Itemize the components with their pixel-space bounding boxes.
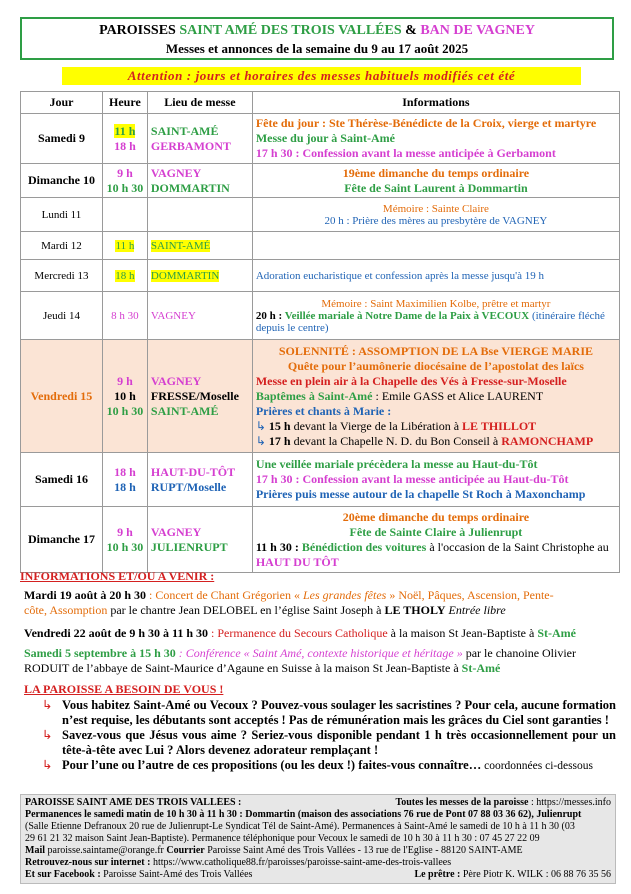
- day-cell: Lundi 11: [21, 198, 103, 232]
- hour-cell: 18 h 18 h: [102, 453, 147, 507]
- header-box: [20, 17, 614, 60]
- col-header-informations: Informations: [252, 92, 619, 114]
- list-item: ↳ Vous habitez Saint-Amé ou Vecoux ? Pouvez-vous soulager les sacristines ? Pour cela, aucune formation n’est requise, les débutants sont acceptés ! Pas de rémunération mais les grâces du Ciel sont garanties !: [42, 698, 616, 727]
- day-cell: Samedi 16: [21, 453, 103, 507]
- hour-cell: 9 h 10 h 30: [102, 507, 147, 573]
- hour-cell: [102, 198, 147, 232]
- hour-cell: 11 h 18 h: [102, 114, 147, 164]
- info-cell: Une veillée mariale précèdera la messe au Haut-du-Tôt 17 h 30 : Confession avant la messe anticipée au Haut-du-Tôt Prières puis messe autour de la chapelle St Roch à Maxonchamp: [252, 453, 619, 507]
- table-row: [21, 198, 620, 232]
- infos-title: INFORMATIONS ET/OU A VENIR :: [20, 569, 215, 583]
- place-cell: VAGNEY DOMMARTIN: [147, 164, 252, 198]
- footer: PAROISSE SAINT AMÉ DES TROIS VALLÉES : Toutes les messes de la paroisse : https://messes.info Permanences le samedi matin de 10 h 30 à 11 h 30 : Dommartin (maison des associations 76 rue de Pont 07 88 03 36 62), Julienrupt (Salle Etienne Defranoux 20 rue de Julienrupt-Le Syndicat Tél de Saint-Amé). Permanences à Saint-Amé le samedi de 10 h à 11 h 30 (03 29 61 21 32 maison Saint Jean-Baptiste). Permanence téléphonique pour Vecoux le samedi de 10 h 30 à 11 h 30 : 07 45 27 22 09 Mail paroisse.saintame@orange.fr Courrier Paroisse Saint Amé des Trois Vallées - 13 rue de l'Eglise - 88120 SAINT-AMÉ Retrouvez-nous sur internet : https://www.catholique88.fr/paroisses/paroisse-saint-ame-des-trois-vallees Et sur Facebook : Paroisse Saint-Amé des Trois Vallées Le prêtre : Père Piotr K. WILK : 06 88 76 35 56: [20, 794, 616, 884]
- day-cell: Mercredi 13: [21, 260, 103, 292]
- table-row: [21, 260, 620, 292]
- info-cell: 19ème dimanche du temps ordinaire Fête de Saint Laurent à Dommartin: [252, 164, 619, 198]
- list-item: ↳ Savez-vous que Jésus vous aime ? Seriez-vous disponible pendant 1 h très occasionnellement pour un tête-à-tête avec Lui ? Alors devenez adorateur remplaçant !: [42, 728, 616, 757]
- col-header-lieu: Lieu de messe: [147, 92, 252, 114]
- hour-cell: 18 h: [102, 260, 147, 292]
- header-title: PAROISSES SAINT AMÉ DES TROIS VALLÉES & BAN DE VAGNEY: [99, 23, 535, 38]
- table-header-row: [21, 92, 620, 114]
- hour-cell: 8 h 30: [102, 292, 147, 340]
- table-row: [21, 164, 620, 198]
- place-cell: [147, 198, 252, 232]
- day-cell: Mardi 12: [21, 232, 103, 260]
- table-row: [21, 232, 620, 260]
- day-cell: Jeudi 14: [21, 292, 103, 340]
- place-cell: HAUT-DU-TÔT RUPT/Moselle: [147, 453, 252, 507]
- table-row: [21, 292, 620, 340]
- hour-cell: 9 h 10 h 30: [102, 164, 147, 198]
- info-cell: 20ème dimanche du temps ordinaire Fête de Sainte Claire à Julienrupt 11 h 30 : Bénédiction des voitures à l'occasion de la Saint Christophe au HAUT DU TÔT: [252, 507, 619, 573]
- hour-cell: 9 h 10 h 10 h 30: [102, 340, 147, 453]
- arrow-icon: ↳: [42, 758, 53, 772]
- arrow-icon: ↳: [42, 698, 53, 712]
- schedule-table: [20, 91, 620, 573]
- table-row: [21, 453, 620, 507]
- arrow-icon: ↳: [255, 433, 269, 448]
- col-header-jour: Jour: [21, 92, 103, 114]
- place-cell: DOMMARTIN: [147, 260, 252, 292]
- place-cell: VAGNEY JULIENRUPT: [147, 507, 252, 573]
- info-concert: Mardi 19 août à 20 h 30 : Concert de Chant Grégorien « Les grandes fêtes » Noël, Pâques, Ascension, Pente- côte, Assomption par le chantre Jean DELOBEL en l’église Saint Joseph à LE THOLY Entrée libre: [24, 588, 554, 617]
- day-cell: Vendredi 15: [21, 340, 103, 453]
- info-cell: SOLENNITÉ : ASSOMPTION DE LA Bse VIERGE MARIE Quête pour l’aumônerie diocésaine de l’apostolat des laïcs Messe en plein air à la Chapelle des Vés à Fresse-sur-Moselle Baptêmes à Saint-Amé : Emile GASS et Alice LAURENT Prières et chants à Marie : ↳ 15 h devant la Vierge de la Libération à LE THILLOT ↳ 17 h devant la Chapelle N. D. du Bon Conseil à RAMONCHAMP: [252, 340, 619, 453]
- day-cell: Samedi 9: [21, 114, 103, 164]
- besoin-list: [42, 698, 616, 774]
- place-cell: SAINT-AMÉ: [147, 232, 252, 260]
- hour-cell: 11 h: [102, 232, 147, 260]
- place-cell: VAGNEY FRESSE/Moselle SAINT-AMÉ: [147, 340, 252, 453]
- place-cell: SAINT-AMÉ GERBAMONT: [147, 114, 252, 164]
- header-subtitle: Messes et annonces de la semaine du 9 au 17 août 2025: [165, 41, 469, 56]
- info-cell: [252, 232, 619, 260]
- col-header-heure: Heure: [102, 92, 147, 114]
- arrow-icon: ↳: [42, 728, 53, 742]
- attention-banner: Attention : jours et horaires des messes habituels modifiés cet été: [62, 67, 581, 85]
- info-cell: Mémoire : Saint Maximilien Kolbe, prêtre et martyr 20 h : Veillée mariale à Notre Dame de la Paix à VECOUX (itinéraire fléché depuis le centre): [252, 292, 619, 340]
- list-item: ↳ Pour l’une ou l’autre de ces propositions (ou les deux !) faites-vous connaître… coordonnées ci-dessous: [42, 758, 594, 772]
- arrow-icon: ↳: [255, 418, 269, 433]
- table-row: [21, 114, 620, 164]
- besoin-title: LA PAROISSE A BESOIN DE VOUS !: [24, 682, 224, 696]
- day-cell: Dimanche 17: [21, 507, 103, 573]
- info-cell: Adoration eucharistique et confession après la messe jusqu'à 19 h: [252, 260, 619, 292]
- info-cell: Fête du jour : Ste Thérèse-Bénédicte de la Croix, vierge et martyre Messe du jour à Saint-Amé 17 h 30 : Confession avant la messe anticipée à Gerbamont: [252, 114, 619, 164]
- place-cell: VAGNEY: [147, 292, 252, 340]
- day-cell: Dimanche 10: [21, 164, 103, 198]
- info-secours: Vendredi 22 août de 9 h 30 à 11 h 30 : Permanence du Secours Catholique à la maison St Jean-Baptiste à St-Amé: [24, 626, 576, 640]
- table-row: [21, 340, 620, 453]
- info-cell: Mémoire : Sainte Claire 20 h : Prière des mères au presbytère de VAGNEY: [252, 198, 619, 232]
- info-conference: Samedi 5 septembre à 15 h 30 : Conférence « Saint Amé, contexte historique et héritage » par le chanoine Olivier RODUIT de l’abbaye de Saint-Maurice d’Agaune en Suisse à la maison St Jean-Baptiste à St-Amé: [24, 646, 577, 675]
- table-row: [21, 507, 620, 573]
